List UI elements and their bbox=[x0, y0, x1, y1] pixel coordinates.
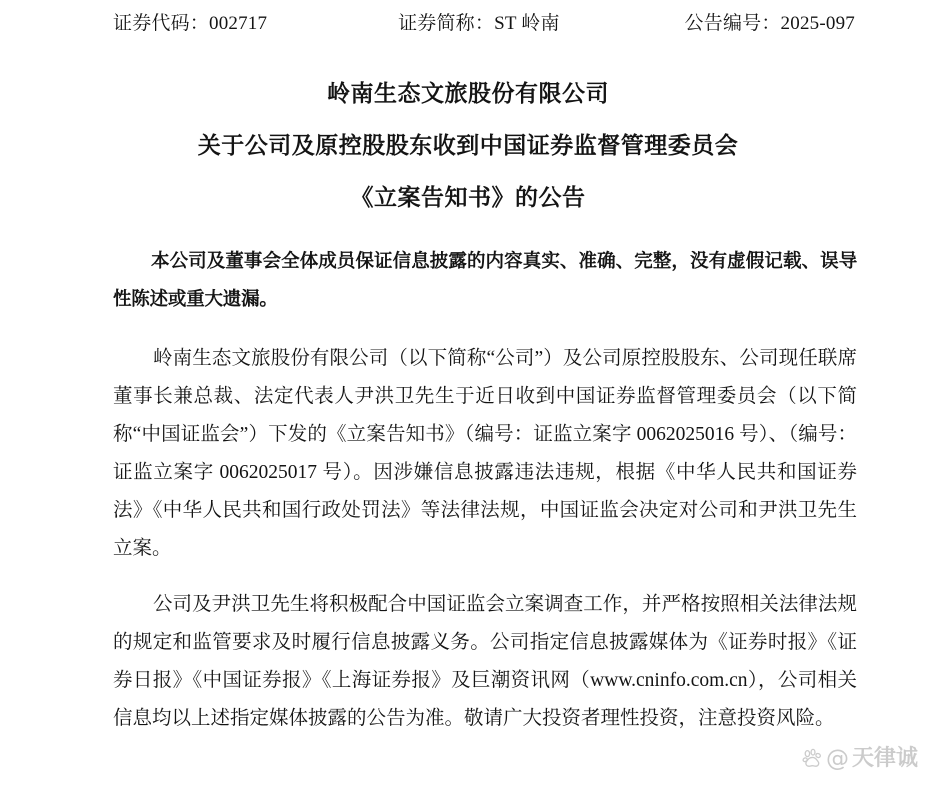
announcement-number: 公告编号：2025-097 bbox=[684, 13, 855, 34]
security-abbreviation: 证券简称：ST 岭南 bbox=[398, 13, 560, 34]
title-line-subject: 关于公司及原控股股东收到中国证券监督管理委员会 bbox=[197, 133, 739, 158]
board-assurance-statement: 本公司及董事会全体成员保证信息披露的内容真实、准确、完整，没有虚假记载、误导性陈述或重大遗漏。 bbox=[113, 251, 857, 310]
watermark bbox=[802, 747, 918, 770]
document-header bbox=[113, 8, 855, 35]
title-line-document: 《立案告知书》的公告 bbox=[350, 185, 586, 210]
paragraph-case-filing: 岭南生态文旅股份有限公司（以下简称“公司”）及公司原控股股东、公司现任联席董事长兼总裁、法定代表人尹洪卫先生于近日收到中国证券监督管理委员会（以下简称“中国证监会”）下发的《立案告知书》（编号：证监立案字 0062025016 号）、（编号：证监立案字 0062025017 号）。因涉嫌信息披露违法违规，根据《中华人民共和国证券法》《中华人民共和国行政处罚法》等法律法规，中国证监会决定对公司和尹洪卫先生立案。 bbox=[113, 348, 857, 559]
document-body bbox=[113, 340, 857, 738]
document-title bbox=[80, 68, 856, 224]
security-code: 证券代码：002717 bbox=[113, 13, 268, 34]
baidu-paw-icon bbox=[802, 748, 823, 769]
paragraph-cooperation-disclosure: 公司及尹洪卫先生将积极配合中国证监会立案调查工作，并严格按照相关法律法规的规定和监管要求及时履行信息披露义务。公司指定信息披露媒体为《证券时报》《证券日报》《中国证券报》《上海证券报》及巨潮资讯网（www.cninfo.com.cn），公司相关信息均以上述指定媒体披露的公告为准。敬请广大投资者理性投资，注意投资风险。 bbox=[113, 594, 857, 729]
title-line-company: 岭南生态文旅股份有限公司 bbox=[327, 81, 609, 106]
watermark-text: 天律诚 bbox=[851, 745, 918, 771]
at-symbol-icon: @ bbox=[825, 746, 849, 772]
